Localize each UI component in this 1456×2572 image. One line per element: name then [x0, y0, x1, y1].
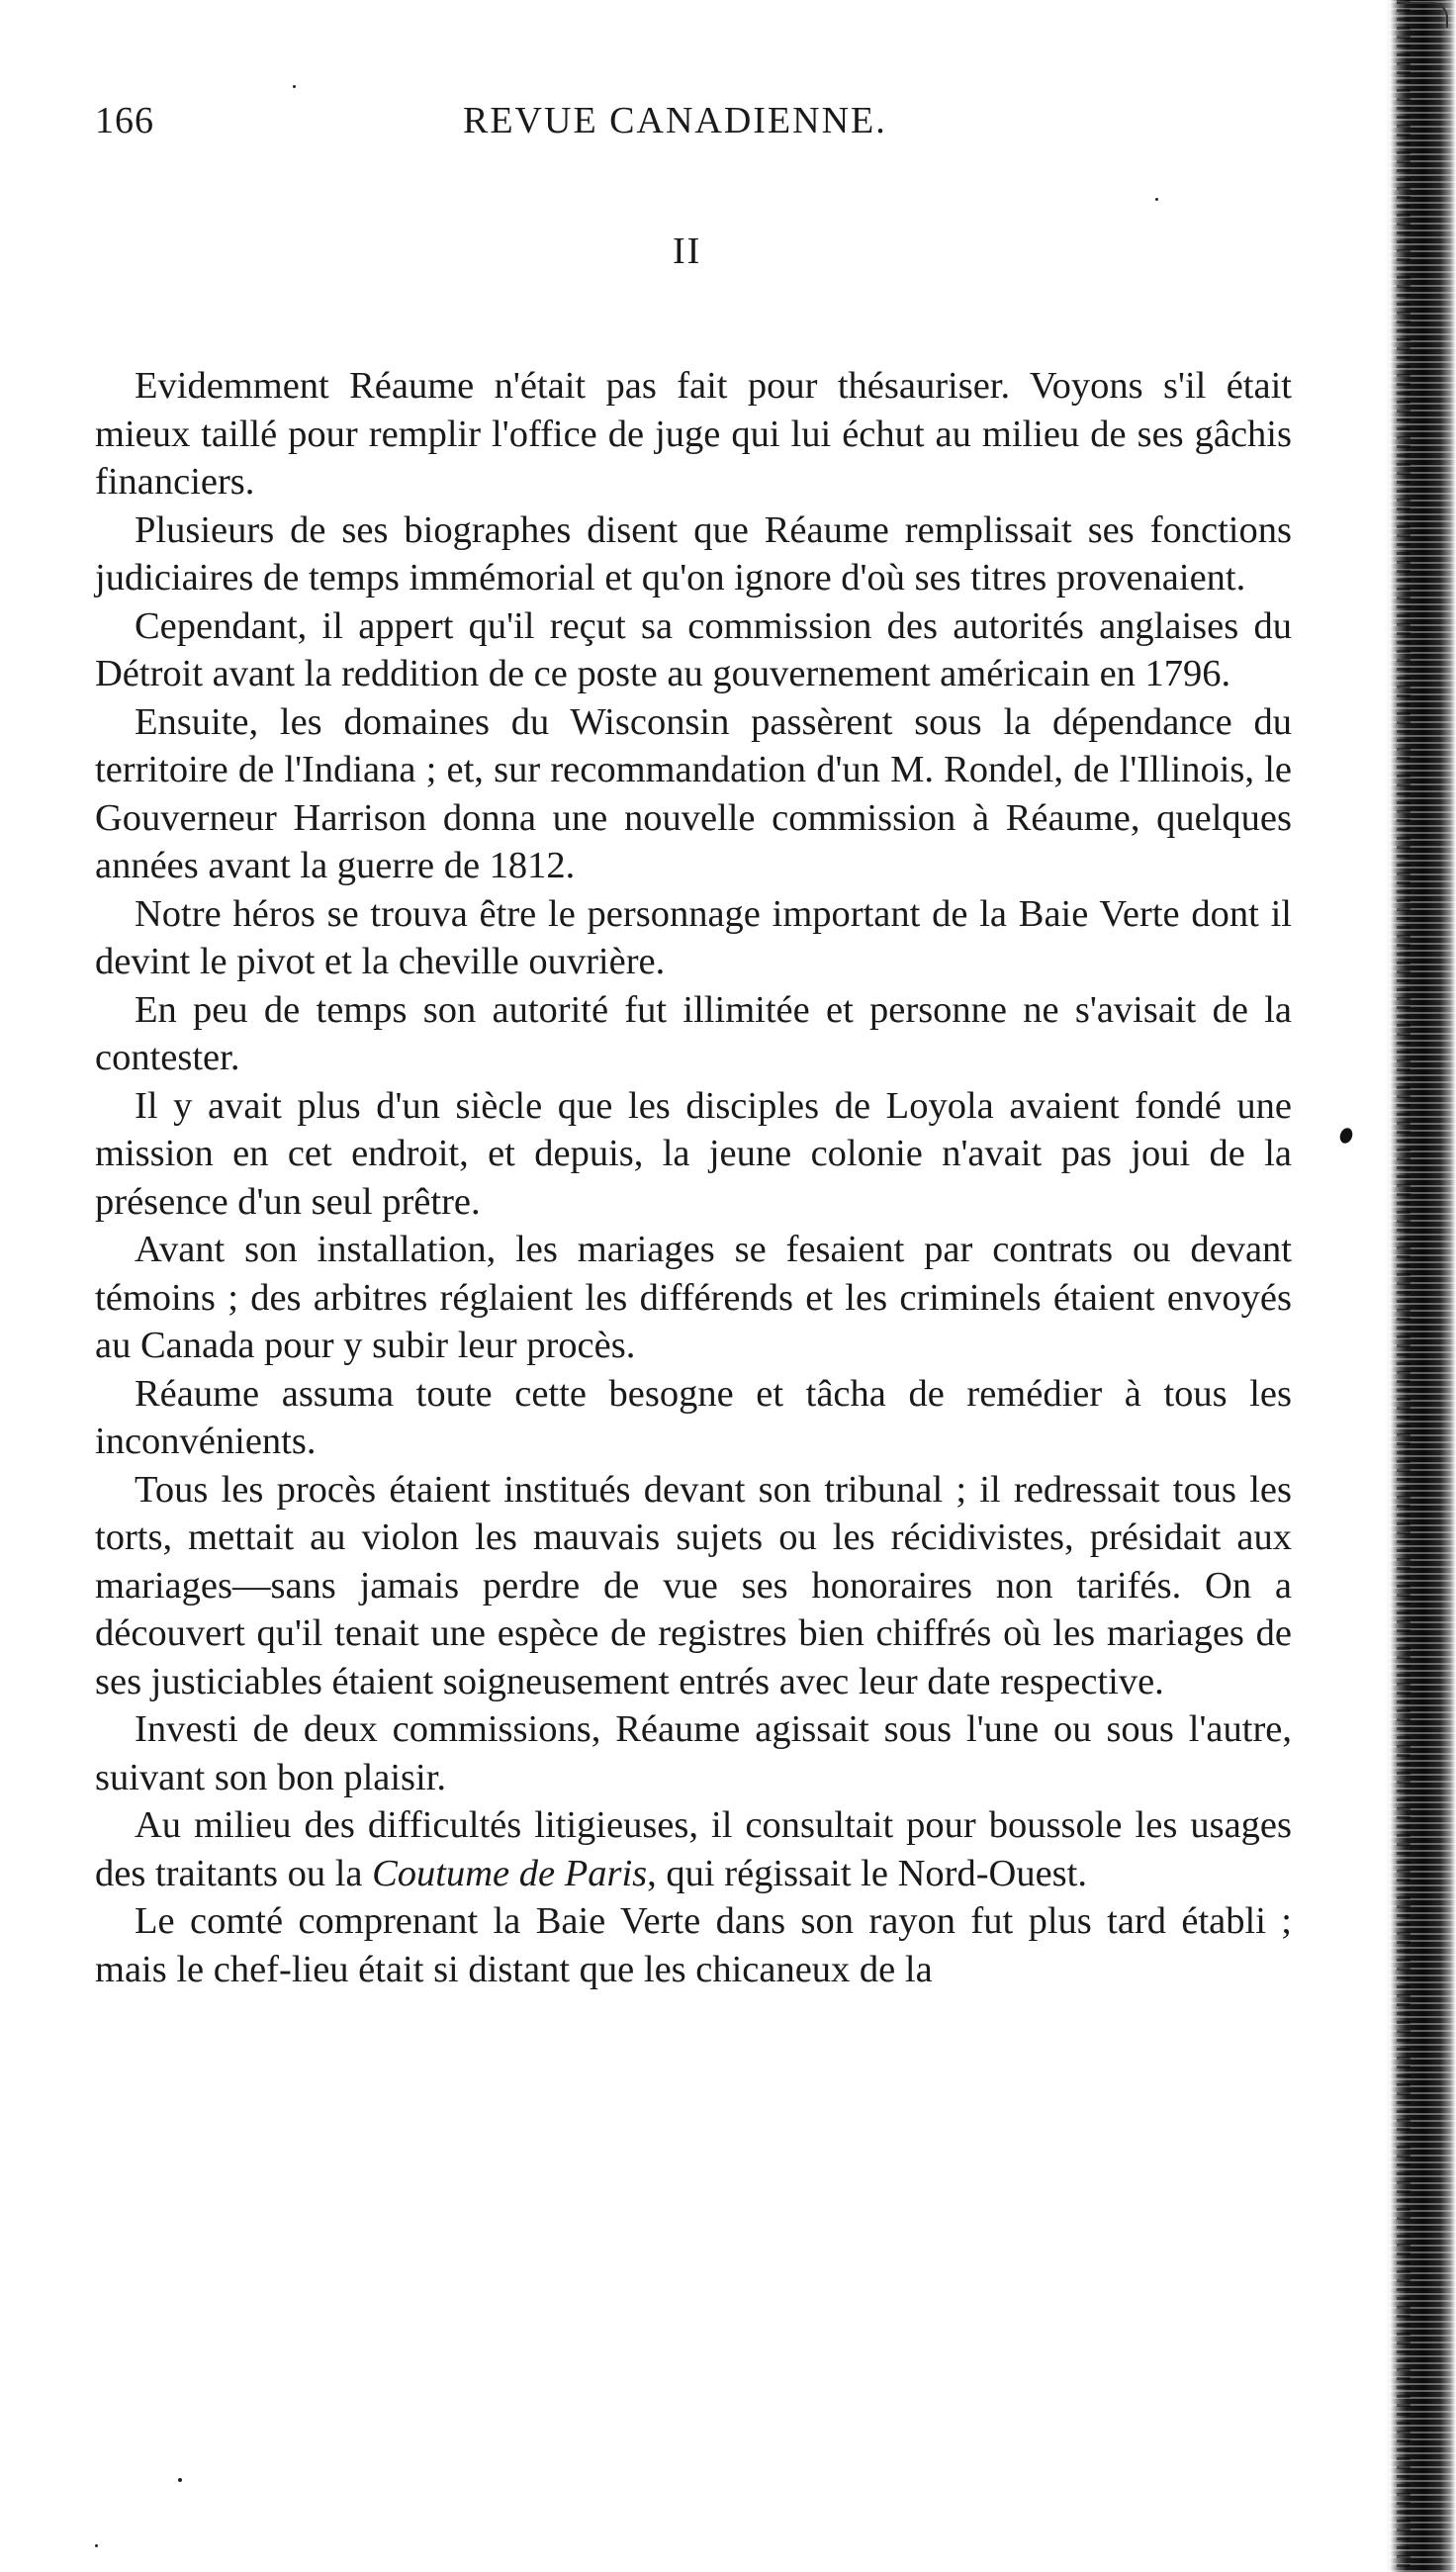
page-header: [95, 99, 918, 154]
paragraph: Ensuite, les domaines du Wisconsin passèrent sous la dépendance du territoire de l'Indiana ; et, sur recommandation d'un M. Rondel, de l'Illinois, le Gouverneur Harrison donna une nouvelle commission à Réaume, quelques années avant la guerre de 1812.: [95, 700, 1292, 886]
paragraph: Tous les procès étaient institués devant son tribunal ; il redressait tous les torts, mettait au violon les mauvais sujets ou les récidivistes, présidait aux mariages—sans jamais perdre de vue ses honoraires non tarifés. On a découvert qu'il tenait une espèce de registres bien chiffrés où les mariages de ses justiciables étaient soigneusement entrés avec leur date respective.: [95, 1468, 1292, 1702]
scan-speck: [178, 2478, 182, 2482]
scan-speck: [1338, 1126, 1355, 1145]
paragraph: Avant son installation, les mariages se fesaient par contrats ou devant témoins ; des arbitres réglaient les différends et les criminels étaient envoyés au Canada pour y subir leur procès.: [95, 1229, 1292, 1366]
section-number: II: [673, 230, 702, 272]
scan-speck: [95, 2544, 98, 2547]
paragraph-coutume: [95, 1801, 1292, 1897]
book-title-italic: Coutume de Paris: [372, 1852, 648, 1894]
paragraph: Cependant, il appert qu'il reçut sa commission des autorités anglaises du Détroit avant la reddition de ce poste au gouvernement américain en 1796.: [95, 604, 1292, 694]
paragraph-last: Le comté comprenant la Baie Verte dans son rayon fut plus tard établi ; mais le chef-lieu était si distant que les chicaneux de la: [95, 1900, 1292, 1990]
body-text: [95, 362, 1292, 1993]
paragraph: Réaume assuma toute cette besogne et tâcha de remédier à tous les inconvénients.: [95, 1372, 1292, 1462]
running-title: REVUE CANADIENNE.: [463, 100, 887, 141]
scan-speck: [1155, 198, 1158, 201]
paragraph: Il y avait plus d'un siècle que les disciples de Loyola avaient fondé une mission en cet endroit, et depuis, la jeune colonie n'avait pas joui de la présence d'un seul prêtre.: [95, 1084, 1292, 1223]
paragraph-text: Au milieu des difficultés litigieuses, il consultait pour boussole les usages des traitants ou la: [95, 1804, 1292, 1894]
paragraph: Notre héros se trouva être le personnage important de la Baie Verte dont il devint le pivot et la cheville ouvrière.: [95, 892, 1292, 982]
scan-speck: [293, 85, 296, 88]
paragraph: En peu de temps son autorité fut illimitée et personne ne s'avisait de la contester.: [95, 988, 1292, 1078]
paragraph: Evidemment Réaume n'était pas fait pour thésauriser. Voyons s'il était mieux taillé pour remplir l'office de juge qui lui échut au milieu de ses gâchis financiers.: [95, 365, 1292, 503]
book-gutter-shadow: [1385, 0, 1456, 2572]
paragraph: Plusieurs de ses biographes disent que Réaume remplissait ses fonctions judiciaires de temps immémorial et qu'on ignore d'où ses titres provenaient.: [95, 508, 1292, 598]
paragraph-text: , qui régissait le Nord-Ouest.: [647, 1852, 1087, 1894]
page-number: 166: [95, 100, 154, 141]
paragraph: Investi de deux commissions, Réaume agissait sous l'une ou sous l'autre, suivant son bon plaisir.: [95, 1708, 1292, 1798]
gutter-texture: [1397, 0, 1410, 2572]
scan-corner-mark: [1397, 2, 1448, 28]
